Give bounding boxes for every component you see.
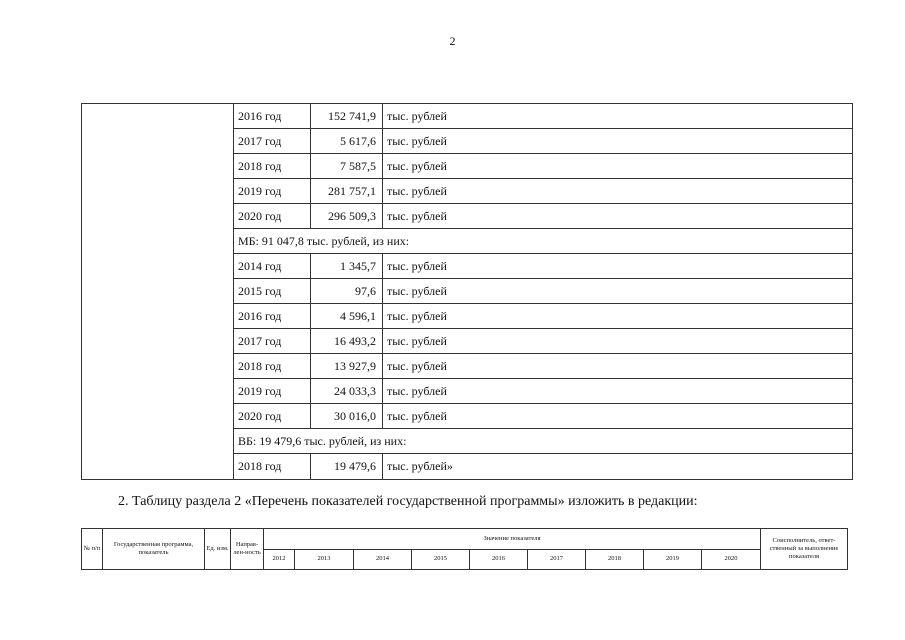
funding-source-row bbox=[234, 429, 852, 454]
unit-cell: тыс. рублей bbox=[387, 184, 447, 198]
amount-cell: 13 927,9 bbox=[311, 354, 383, 378]
amount-cell: 4 596,1 bbox=[311, 304, 383, 328]
funding-year-row bbox=[234, 379, 852, 404]
unit-cell: тыс. рублей bbox=[387, 409, 447, 423]
header-program-indicator: Государственная программа, показатель bbox=[103, 529, 205, 570]
amount-cell: 30 016,0 bbox=[311, 404, 383, 428]
amount-cell: 296 509,3 bbox=[311, 204, 383, 228]
unit-cell: тыс. рублей bbox=[387, 309, 447, 323]
year-cell: 2014 год bbox=[234, 254, 311, 278]
header-year: 2017 bbox=[528, 549, 586, 570]
funding-year-row bbox=[234, 204, 852, 229]
funding-year-row bbox=[234, 304, 852, 329]
amount-cell: 1 345,7 bbox=[311, 254, 383, 278]
unit-cell: тыс. рублей bbox=[387, 284, 447, 298]
funding-year-row bbox=[234, 179, 852, 204]
funding-table-left-column bbox=[82, 104, 234, 479]
amount-cell: 7 587,5 bbox=[311, 154, 383, 178]
funding-year-row bbox=[234, 279, 852, 304]
amount-cell: 152 741,9 bbox=[311, 104, 383, 128]
year-cell: 2018 год bbox=[234, 454, 311, 479]
funding-year-row bbox=[234, 154, 852, 179]
year-cell: 2018 год bbox=[234, 354, 311, 378]
year-cell: 2018 год bbox=[234, 154, 311, 178]
header-indicator-values: Значение показателя bbox=[264, 529, 761, 550]
funding-year-row bbox=[234, 454, 852, 479]
header-unit: Ед. изм. bbox=[205, 529, 231, 570]
unit-cell: тыс. рублей bbox=[387, 134, 447, 148]
header-year: 2020 bbox=[702, 549, 761, 570]
funding-year-row bbox=[234, 404, 852, 429]
header-year: 2012 bbox=[264, 549, 295, 570]
amount-cell: 97,6 bbox=[311, 279, 383, 303]
page-number: 2 bbox=[449, 34, 456, 48]
instruction-paragraph: 2. Таблицу раздела 2 «Перечень показателей государственной программы» изложить в редакции: bbox=[118, 494, 698, 509]
unit-cell: тыс. рублей bbox=[387, 384, 447, 398]
unit-cell: тыс. рублей bbox=[387, 359, 447, 373]
indicators-table-header bbox=[81, 528, 848, 570]
year-cell: 2019 год bbox=[234, 179, 311, 203]
unit-cell: тыс. рублей bbox=[387, 259, 447, 273]
year-cell: 2016 год bbox=[234, 104, 311, 128]
funding-source-row bbox=[234, 229, 852, 254]
funding-year-row bbox=[234, 104, 852, 129]
year-cell: 2020 год bbox=[234, 204, 311, 228]
funding-table-rows bbox=[234, 104, 852, 479]
unit-cell: тыс. рублей bbox=[387, 109, 447, 123]
year-cell: 2015 год bbox=[234, 279, 311, 303]
header-executor: Соисполнитель, ответ-ственный за выполнение показателя bbox=[761, 529, 848, 570]
header-year: 2016 bbox=[470, 549, 528, 570]
funding-year-row bbox=[234, 329, 852, 354]
header-year: 2014 bbox=[354, 549, 412, 570]
amount-cell: 19 479,6 bbox=[311, 454, 383, 479]
funding-source-label: ВБ: 19 479,6 тыс. рублей, из них: bbox=[238, 434, 407, 448]
header-year: 2013 bbox=[295, 549, 354, 570]
header-year: 2019 bbox=[644, 549, 702, 570]
unit-cell: тыс. рублей bbox=[387, 209, 447, 223]
funding-table bbox=[81, 103, 853, 480]
funding-year-row bbox=[234, 129, 852, 154]
unit-cell: тыс. рублей bbox=[387, 334, 447, 348]
amount-cell: 24 033,3 bbox=[311, 379, 383, 403]
year-cell: 2019 год bbox=[234, 379, 311, 403]
header-direction: Направ-лен-ность bbox=[231, 529, 264, 570]
unit-cell: тыс. рублей» bbox=[387, 459, 453, 473]
header-year: 2015 bbox=[412, 549, 470, 570]
amount-cell: 5 617,6 bbox=[311, 129, 383, 153]
amount-cell: 16 493,2 bbox=[311, 329, 383, 353]
funding-year-row bbox=[234, 354, 852, 379]
funding-year-row bbox=[234, 254, 852, 279]
year-cell: 2020 год bbox=[234, 404, 311, 428]
funding-source-label: МБ: 91 047,8 тыс. рублей, из них: bbox=[238, 234, 410, 248]
header-year: 2018 bbox=[586, 549, 644, 570]
year-cell: 2017 год bbox=[234, 329, 311, 353]
year-cell: 2016 год bbox=[234, 304, 311, 328]
year-cell: 2017 год bbox=[234, 129, 311, 153]
amount-cell: 281 757,1 bbox=[311, 179, 383, 203]
unit-cell: тыс. рублей bbox=[387, 159, 447, 173]
header-number: № п/п bbox=[82, 529, 103, 570]
